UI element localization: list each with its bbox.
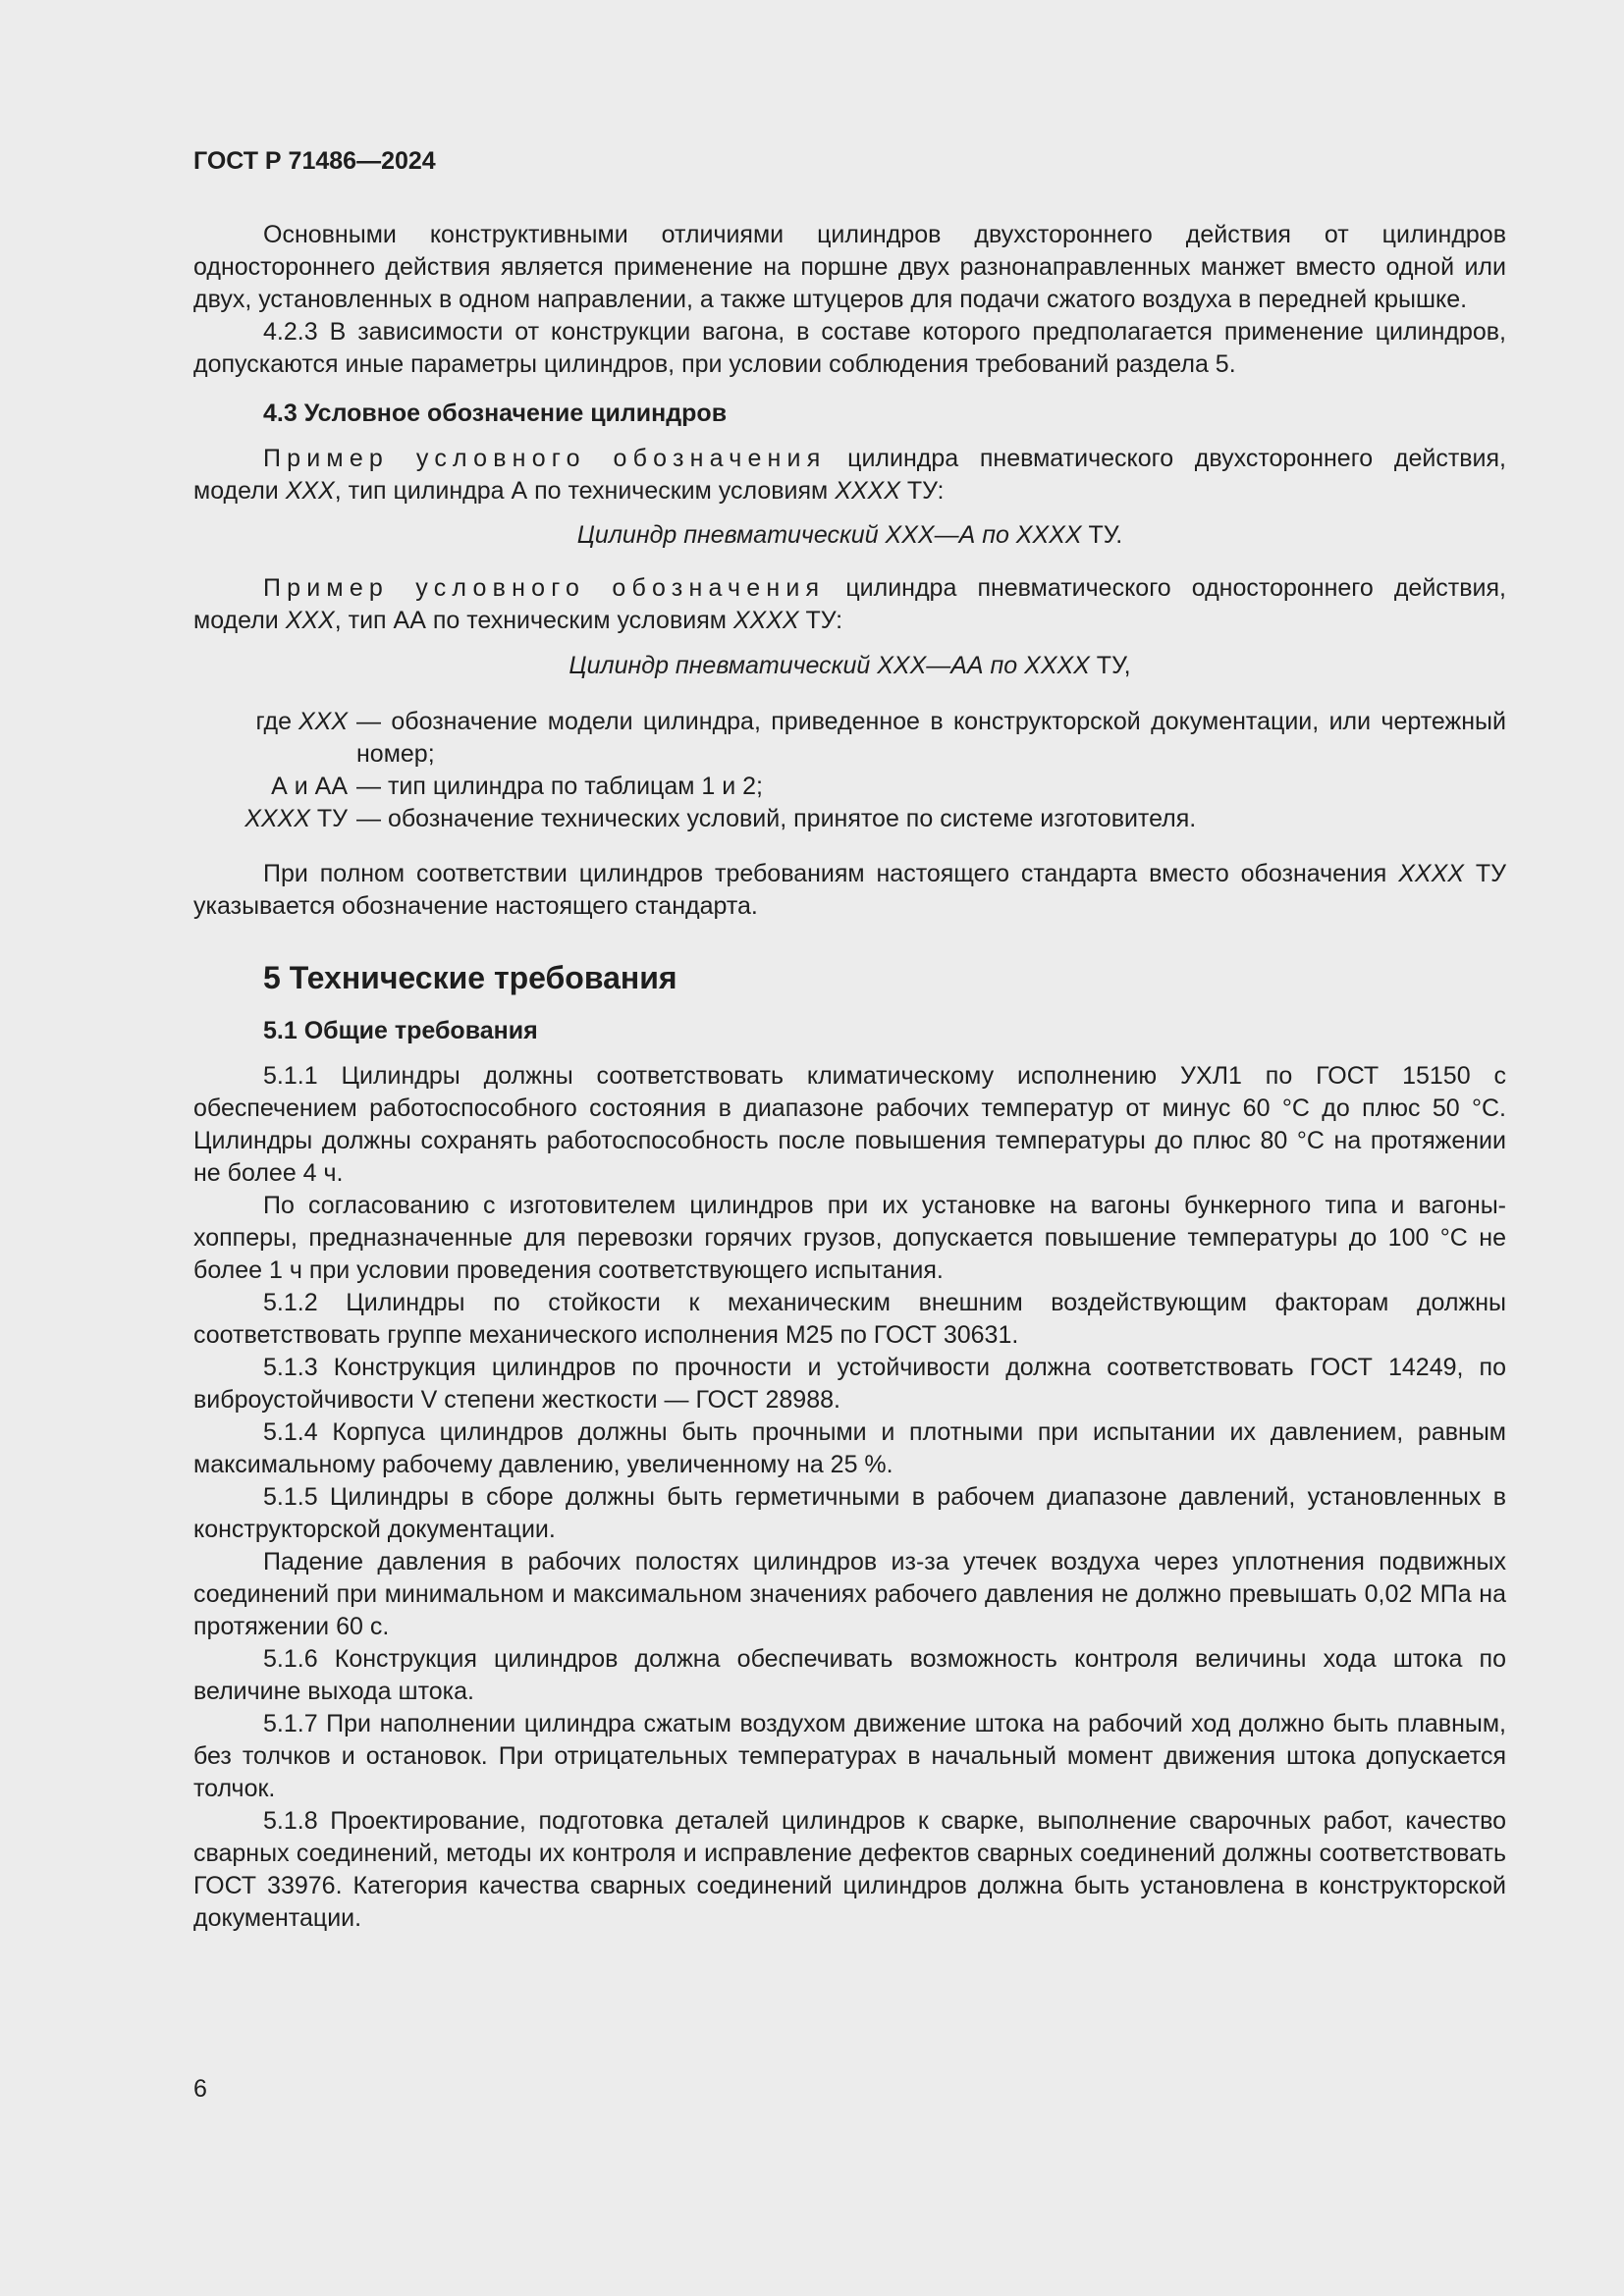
- paragraph: Основными конструктивными отличиями цилиндров двухстороннего действия от цилиндров одностороннего действия является применение на поршне двух разнонаправленных манжет вместо одной или двух, установленных в одном направлении, а также штуцеров для подачи сжатого воздуха в передней крышке.: [193, 221, 1506, 313]
- paragraph: При полном соответствии цилиндров требованиям настоящего стандарта вместо обозначения ХХХХ ТУ указывается обозначение настоящего стандарта.: [193, 860, 1506, 920]
- legend-row: [193, 771, 1506, 803]
- legend-row: [193, 803, 1506, 835]
- legend-text: — тип цилиндра по таблицам 1 и 2;: [356, 773, 764, 800]
- legend-row: [193, 706, 1506, 771]
- page-number: 6: [193, 2075, 207, 2103]
- example-label: Пример условного обозначения: [263, 574, 826, 602]
- example-paragraph: Пример условного обозначения цилиндра пневматического одностороннего действия, модели ХХХ, тип АА по техническим условиям ХХХХ ТУ:: [193, 574, 1506, 634]
- legend-text: — обозначение технических условий, принятое по системе изготовителя.: [356, 805, 1197, 832]
- legend-term: А и АА: [271, 773, 348, 800]
- paragraph: 5.1.2 Цилиндры по стойкости к механическим внешним воздействующим факторам должны соответствовать группе механического исполнения М25 по ГОСТ 30631.: [193, 1289, 1506, 1349]
- example-paragraph: Пример условного обозначения цилиндра пневматического двухстороннего действия, модели ХХХ, тип цилиндра А по техническим условиям ХХХХ ТУ:: [193, 445, 1506, 505]
- designation-formula: Цилиндр пневматический ХХХ—А по ХХХХ ТУ.: [576, 521, 1123, 549]
- example-label: Пример условного обозначения: [263, 445, 827, 472]
- paragraph: 5.1.3 Конструкция цилиндров по прочности и устойчивости должна соответствовать ГОСТ 14249, по виброустойчивости V степени жесткости — ГОСТ 28988.: [193, 1354, 1506, 1414]
- legend-term: ХХХХ ТУ: [244, 805, 348, 832]
- section-heading: 5.1 Общие требования: [263, 1017, 538, 1044]
- paragraph: 5.1.4 Корпуса цилиндров должны быть прочными и плотными при испытании их давлением, равным максимальному рабочему давлению, увеличенному на 25 %.: [193, 1418, 1506, 1478]
- paragraph: По согласованию с изготовителем цилиндров при их установке на вагоны бункерного типа и вагоны-хопперы, предназначенные для перевозки горячих грузов, допускается повышение температуры до 100 °С не более 1 ч при условии проведения соответствующего испытания.: [193, 1192, 1506, 1284]
- designation-formula: Цилиндр пневматический ХХХ—АА по ХХХХ ТУ,: [568, 652, 1131, 679]
- legend-term: где ХХХ: [255, 708, 348, 735]
- paragraph: 5.1.5 Цилиндры в сборе должны быть герметичными в рабочем диапазоне давлений, установленных в конструкторской документации.: [193, 1483, 1506, 1543]
- legend: [193, 706, 1506, 835]
- paragraph: 5.1.6 Конструкция цилиндров должна обеспечивать возможность контроля величины хода штока по величине выхода штока.: [193, 1645, 1506, 1705]
- paragraph: 5.1.1 Цилиндры должны соответствовать климатическому исполнению УХЛ1 по ГОСТ 15150 с обеспечением работоспособного состояния в диапазоне рабочих температур от минус 60 °С до плюс 50 °С. Цилиндры должны сохранять работоспособность после повышения температуры до плюс 80 °С на протяжении не более 4 ч.: [193, 1062, 1506, 1187]
- paragraph: Падение давления в рабочих полостях цилиндров из-за утечек воздуха через уплотнения подвижных соединений при минимальном и максимальном значениях рабочего давления не должно превышать 0,02 МПа на протяжении 60 с.: [193, 1548, 1506, 1640]
- paragraph: 5.1.8 Проектирование, подготовка деталей цилиндров к сварке, выполнение сварочных работ, качество сварных соединений, методы их контроля и исправление дефектов сварных соединений должны соответствовать ГОСТ 33976. Категория качества сварных соединений цилиндров должна быть установлена в конструкторской документации.: [193, 1807, 1506, 1932]
- legend-text: — обозначение модели цилиндра, приведенное в конструкторской документации, или чертежный номер;: [356, 708, 1506, 768]
- document-code: ГОСТ Р 71486—2024: [193, 147, 436, 175]
- page-content: [193, 145, 1506, 1935]
- paragraph: 4.2.3 В зависимости от конструкции вагона, в составе которого предполагается применение цилиндров, допускаются иные параметры цилиндров, при условии соблюдения требований раздела 5.: [193, 318, 1506, 378]
- chapter-heading: 5 Технические требования: [263, 960, 677, 995]
- section-heading: 4.3 Условное обозначение цилиндров: [263, 400, 728, 427]
- paragraph: 5.1.7 При наполнении цилиндра сжатым воздухом движение штока на рабочий ход должно быть плавным, без толчков и остановок. При отрицательных температурах в начальный момент движения штока допускается толчок.: [193, 1710, 1506, 1802]
